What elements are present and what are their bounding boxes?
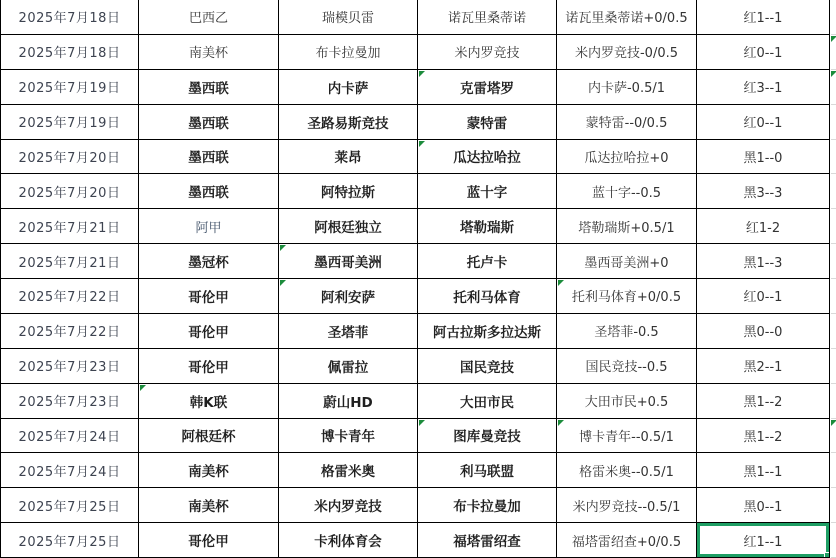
sliver-gridline <box>831 278 836 279</box>
sliver-gridline <box>831 139 836 140</box>
cell-handicap[interactable]: 米内罗竞技-0/0.5 <box>557 35 697 70</box>
sliver-gridline <box>831 418 836 419</box>
cell-league[interactable]: 墨冠杯 <box>139 244 279 279</box>
cell-date[interactable]: 2025年7月20日 <box>0 140 139 175</box>
cell-home-team[interactable]: 佩雷拉 <box>279 349 418 384</box>
cell-handicap[interactable]: 圣塔菲-0.5 <box>557 314 697 349</box>
cell-home-team[interactable]: 圣路易斯竞技 <box>279 105 418 140</box>
cell-date[interactable]: 2025年7月20日 <box>0 174 139 209</box>
error-indicator-triangle <box>419 71 425 77</box>
cell-result[interactable]: 黑1--0 <box>697 140 830 175</box>
sliver-gridline <box>831 522 836 523</box>
cell-league[interactable]: 哥伦甲 <box>139 349 279 384</box>
cell-date[interactable]: 2025年7月19日 <box>0 70 139 105</box>
sliver-gridline <box>831 313 836 314</box>
cell-date[interactable]: 2025年7月24日 <box>0 419 139 454</box>
selection-border <box>697 523 829 557</box>
error-indicator-triangle <box>831 71 836 77</box>
cell-date[interactable]: 2025年7月24日 <box>0 453 139 488</box>
cell-handicap[interactable]: 内卡萨-0.5/1 <box>557 70 697 105</box>
cell-result[interactable]: 红1-2 <box>697 209 830 244</box>
cell-away-team[interactable]: 蒙特雷 <box>418 105 557 140</box>
cell-handicap[interactable]: 蒙特雷--0/0.5 <box>557 105 697 140</box>
cell-date[interactable]: 2025年7月23日 <box>0 384 139 419</box>
cell-handicap[interactable]: 米内罗竞技--0.5/1 <box>557 488 697 523</box>
cell-home-team[interactable]: 格雷米奥 <box>279 453 418 488</box>
cell-league[interactable]: 哥伦甲 <box>139 279 279 314</box>
cell-result[interactable]: 红1--1 <box>697 0 830 35</box>
cell-home-team[interactable]: 布卡拉曼加 <box>279 35 418 70</box>
cell-away-team[interactable]: 托利马体育 <box>418 279 557 314</box>
error-indicator-triangle <box>280 245 286 251</box>
cell-home-team[interactable]: 阿特拉斯 <box>279 174 418 209</box>
cell-result[interactable]: 黑1--2 <box>697 419 830 454</box>
cell-away-team[interactable]: 诺瓦里桑蒂诺 <box>418 0 557 35</box>
cell-result[interactable]: 红1--1 <box>697 523 830 558</box>
cell-result[interactable]: 红3--1 <box>697 70 830 105</box>
cell-handicap[interactable]: 墨西哥美洲+0 <box>557 244 697 279</box>
cell-home-team[interactable]: 阿根廷独立 <box>279 209 418 244</box>
error-indicator-triangle <box>419 420 425 426</box>
cell-league[interactable]: 墨西联 <box>139 140 279 175</box>
cell-away-team[interactable]: 托卢卡 <box>418 244 557 279</box>
cell-handicap[interactable]: 博卡青年--0.5/1 <box>557 419 697 454</box>
cell-away-team[interactable]: 瓜达拉哈拉 <box>418 140 557 175</box>
cell-home-team[interactable]: 莱昂 <box>279 140 418 175</box>
cell-handicap[interactable]: 国民竞技--0.5 <box>557 349 697 384</box>
cell-date[interactable]: 2025年7月21日 <box>0 209 139 244</box>
sliver-gridline <box>831 208 836 209</box>
cell-result[interactable]: 红0--1 <box>697 35 830 70</box>
cell-date[interactable]: 2025年7月25日 <box>0 488 139 523</box>
cell-handicap[interactable]: 塔勒瑞斯+0.5/1 <box>557 209 697 244</box>
cell-league[interactable]: 南美杯 <box>139 35 279 70</box>
cell-result[interactable]: 黑2--1 <box>697 349 830 384</box>
sliver-gridline <box>831 348 836 349</box>
sliver-gridline <box>831 383 836 384</box>
cell-home-team[interactable]: 墨西哥美洲 <box>279 244 418 279</box>
cell-away-team[interactable]: 国民竞技 <box>418 349 557 384</box>
error-indicator-triangle <box>280 280 286 286</box>
error-indicator-triangle <box>831 36 836 42</box>
cell-handicap[interactable]: 诺瓦里桑蒂诺+0/0.5 <box>557 0 697 35</box>
cell-away-team[interactable]: 福塔雷绍查 <box>418 523 557 558</box>
cell-handicap[interactable]: 格雷米奥--0.5/1 <box>557 453 697 488</box>
cell-away-team[interactable]: 克雷塔罗 <box>418 70 557 105</box>
cell-home-team[interactable]: 内卡萨 <box>279 70 418 105</box>
cell-league[interactable]: 墨西联 <box>139 70 279 105</box>
cell-handicap[interactable]: 托利马体育+0/0.5 <box>557 279 697 314</box>
cell-away-team[interactable]: 图库曼竞技 <box>418 419 557 454</box>
cell-home-team[interactable]: 圣塔菲 <box>279 314 418 349</box>
cell-result[interactable]: 黑1--2 <box>697 384 830 419</box>
cell-result[interactable]: 黑1--1 <box>697 453 830 488</box>
cell-league[interactable]: 南美杯 <box>139 488 279 523</box>
cell-home-team[interactable]: 瑞模贝雷 <box>279 0 418 35</box>
cell-away-team[interactable]: 蓝十字 <box>418 174 557 209</box>
error-indicator-triangle <box>140 385 146 391</box>
error-indicator-triangle <box>831 420 836 426</box>
cell-league[interactable]: 韩K联 <box>139 384 279 419</box>
sliver-gridline <box>831 104 836 105</box>
cell-date[interactable]: 2025年7月18日 <box>0 35 139 70</box>
cell-league[interactable]: 阿甲 <box>139 209 279 244</box>
sliver-gridline <box>831 69 836 70</box>
cell-home-team[interactable]: 蔚山HD <box>279 384 418 419</box>
cell-date[interactable]: 2025年7月22日 <box>0 314 139 349</box>
cell-home-team[interactable]: 卡利体育会 <box>279 523 418 558</box>
cell-league[interactable]: 墨西联 <box>139 105 279 140</box>
cell-league[interactable]: 阿根廷杯 <box>139 419 279 454</box>
cell-date[interactable]: 2025年7月18日 <box>0 0 139 35</box>
sliver-gridline <box>831 34 836 35</box>
cell-home-team[interactable]: 博卡青年 <box>279 419 418 454</box>
sliver-gridline <box>831 452 836 453</box>
cell-handicap[interactable]: 大田市民+0.5 <box>557 384 697 419</box>
next-column-sliver <box>830 0 836 558</box>
sliver-gridline <box>831 243 836 244</box>
cell-league[interactable]: 墨西联 <box>139 174 279 209</box>
sliver-gridline <box>831 173 836 174</box>
cell-home-team[interactable]: 阿利安萨 <box>279 279 418 314</box>
cell-league[interactable]: 南美杯 <box>139 453 279 488</box>
cell-result[interactable]: 黑0--0 <box>697 314 830 349</box>
cell-date[interactable]: 2025年7月23日 <box>0 349 139 384</box>
cell-date[interactable]: 2025年7月21日 <box>0 244 139 279</box>
cell-result[interactable]: 红0--1 <box>697 279 830 314</box>
cell-date[interactable]: 2025年7月19日 <box>0 105 139 140</box>
error-indicator-triangle <box>558 280 564 286</box>
cell-date[interactable]: 2025年7月25日 <box>0 523 139 558</box>
cell-result[interactable]: 黑1--3 <box>697 244 830 279</box>
error-indicator-triangle <box>558 420 564 426</box>
cell-away-team[interactable]: 大田市民 <box>418 384 557 419</box>
cell-home-team[interactable]: 米内罗竞技 <box>279 488 418 523</box>
cell-league[interactable]: 哥伦甲 <box>139 314 279 349</box>
cell-away-team[interactable]: 利马联盟 <box>418 453 557 488</box>
cell-league[interactable]: 巴西乙 <box>139 0 279 35</box>
cell-date[interactable]: 2025年7月22日 <box>0 279 139 314</box>
cell-away-team[interactable]: 塔勒瑞斯 <box>418 209 557 244</box>
cell-result[interactable]: 黑3--3 <box>697 174 830 209</box>
cell-handicap[interactable]: 蓝十字--0.5 <box>557 174 697 209</box>
cell-league[interactable]: 哥伦甲 <box>139 523 279 558</box>
cell-away-team[interactable]: 阿古拉斯多拉达斯 <box>418 314 557 349</box>
cell-handicap[interactable]: 福塔雷绍查+0/0.5 <box>557 523 697 558</box>
cell-handicap[interactable]: 瓜达拉哈拉+0 <box>557 140 697 175</box>
sliver-gridline <box>831 487 836 488</box>
cell-away-team[interactable]: 米内罗竞技 <box>418 35 557 70</box>
cell-away-team[interactable]: 布卡拉曼加 <box>418 488 557 523</box>
cell-result[interactable]: 黑0--1 <box>697 488 830 523</box>
cell-result[interactable]: 红0--1 <box>697 105 830 140</box>
error-indicator-triangle <box>419 141 425 147</box>
